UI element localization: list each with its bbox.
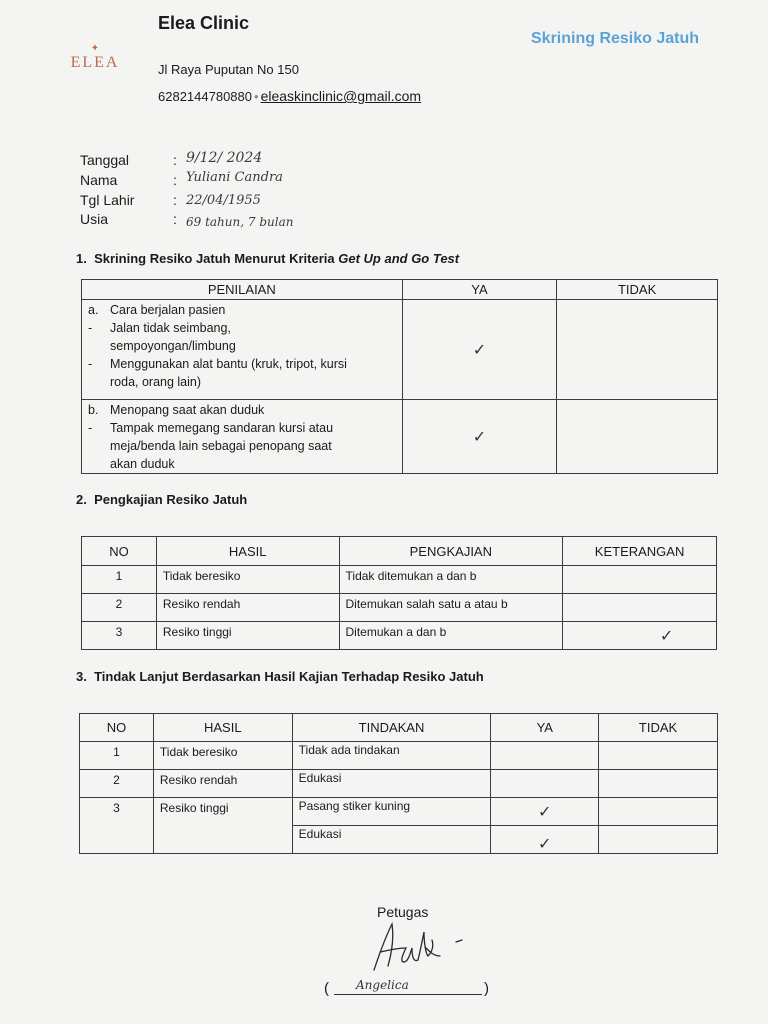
table-header-row bbox=[82, 280, 718, 300]
clinic-phone: 6282144780880 bbox=[158, 89, 252, 104]
criteria-text: akan duduk bbox=[110, 457, 175, 471]
age-value: 69 tahun, 7 bulan bbox=[186, 215, 294, 229]
criteria-text: sempoyongan/limbung bbox=[110, 339, 236, 353]
tidak-cell bbox=[599, 826, 718, 854]
column-header: PENILAIAN bbox=[82, 280, 403, 300]
checkmark-icon: ✓ bbox=[538, 834, 552, 853]
dob-colon: : bbox=[173, 192, 177, 208]
column-header: PENGKAJIAN bbox=[339, 537, 563, 566]
clinic-email[interactable]: eleaskinclinic@gmail.com bbox=[260, 88, 422, 104]
name-value: Yuliani Candra bbox=[186, 170, 283, 185]
clinic-contact bbox=[158, 88, 421, 104]
ya-cell bbox=[402, 300, 557, 400]
table-row bbox=[80, 770, 718, 798]
list-marker bbox=[88, 373, 110, 391]
star-icon: ✦ bbox=[90, 43, 100, 54]
table-row bbox=[80, 798, 718, 826]
bullet-separator: • bbox=[254, 89, 259, 104]
tidak-cell bbox=[557, 300, 718, 400]
document-title: Skrining Resiko Jatuh bbox=[531, 30, 700, 47]
list-marker: - bbox=[88, 321, 93, 335]
assessment-table bbox=[81, 536, 717, 650]
criteria-text: Menggunakan alat bantu (kruk, tripot, kursi bbox=[110, 357, 347, 371]
criteria-text: meja/benda lain sebagai penopang saat bbox=[110, 439, 332, 453]
ya-cell bbox=[491, 798, 599, 826]
tidak-cell bbox=[599, 798, 718, 826]
checkmark-icon: ✓ bbox=[659, 626, 674, 645]
name-label: Nama bbox=[80, 172, 118, 188]
section2-number: 2. bbox=[76, 492, 87, 507]
criteria-cell bbox=[82, 400, 403, 474]
followup-table bbox=[79, 713, 718, 854]
dob-value: 22/04/1955 bbox=[186, 193, 261, 208]
checkmark-icon: ✓ bbox=[472, 339, 487, 359]
table-row bbox=[82, 566, 717, 594]
list-marker: - bbox=[88, 357, 93, 371]
date-colon: : bbox=[173, 152, 177, 168]
tindakan-cell: Tidak ada tindakan bbox=[292, 742, 491, 770]
table-header-row bbox=[82, 537, 717, 566]
section1-title-italic: Get Up and Go Test bbox=[338, 251, 460, 266]
column-header: NO bbox=[82, 537, 157, 566]
date-label: Tanggal bbox=[80, 152, 130, 168]
table-row bbox=[80, 742, 718, 770]
list-marker bbox=[88, 337, 110, 355]
list-marker: a. bbox=[88, 303, 99, 317]
column-header: TIDAK bbox=[557, 280, 718, 300]
officer-label: Petugas bbox=[377, 904, 429, 920]
signature-line bbox=[334, 994, 482, 995]
handwritten-signature bbox=[366, 918, 470, 976]
section1-title-text: Skrining Resiko Jatuh Menurut Kriteria bbox=[94, 251, 335, 266]
clinic-name: Elea Clinic bbox=[158, 13, 250, 33]
list-marker bbox=[88, 437, 110, 455]
no-cell: 3 bbox=[80, 798, 154, 854]
checkmark-icon: ✓ bbox=[472, 426, 487, 446]
no-cell: 2 bbox=[80, 770, 154, 798]
list-marker: - bbox=[88, 421, 93, 435]
section3-number: 3. bbox=[76, 669, 87, 684]
criteria-text: Cara berjalan pasien bbox=[110, 303, 226, 317]
keterangan-cell bbox=[563, 566, 717, 594]
screening-table bbox=[81, 279, 718, 474]
column-header: YA bbox=[402, 280, 557, 300]
age-colon: : bbox=[173, 211, 177, 227]
table-row bbox=[82, 622, 717, 650]
clinic-address: Jl Raya Puputan No 150 bbox=[158, 62, 299, 77]
hasil-cell: Resiko rendah bbox=[153, 770, 292, 798]
ya-cell bbox=[402, 400, 557, 474]
criteria-cell bbox=[82, 300, 403, 400]
no-cell: 3 bbox=[82, 622, 157, 650]
column-header: TIDAK bbox=[599, 714, 718, 742]
officer-name: Angelica bbox=[356, 978, 409, 992]
hasil-cell: Resiko tinggi bbox=[153, 798, 292, 854]
column-header: KETERANGAN bbox=[563, 537, 717, 566]
pengkajian-cell: Tidak ditemukan a dan b bbox=[339, 566, 563, 594]
close-parenthesis: ) bbox=[484, 980, 489, 997]
pengkajian-cell: Ditemukan a dan b bbox=[339, 622, 563, 650]
name-colon: : bbox=[173, 172, 177, 188]
checkmark-icon: ✓ bbox=[538, 802, 552, 821]
keterangan-cell bbox=[563, 622, 717, 650]
dob-label: Tgl Lahir bbox=[80, 192, 135, 208]
list-marker bbox=[88, 455, 110, 473]
no-cell: 1 bbox=[80, 742, 154, 770]
hasil-cell: Resiko rendah bbox=[156, 594, 339, 622]
no-cell: 2 bbox=[82, 594, 157, 622]
hasil-cell: Tidak beresiko bbox=[156, 566, 339, 594]
tidak-cell bbox=[599, 770, 718, 798]
date-value: 9/12/ 2024 bbox=[186, 150, 263, 166]
ya-cell bbox=[491, 826, 599, 854]
clinic-logo bbox=[62, 44, 128, 72]
hasil-cell: Tidak beresiko bbox=[153, 742, 292, 770]
section3-title bbox=[76, 669, 484, 684]
section2-title bbox=[76, 492, 247, 507]
section1-title bbox=[76, 251, 459, 266]
section1-number: 1. bbox=[76, 251, 87, 266]
table-row bbox=[82, 400, 718, 474]
tindakan-cell: Edukasi bbox=[292, 826, 491, 854]
tindakan-cell: Pasang stiker kuning bbox=[292, 798, 491, 826]
criteria-text: Jalan tidak seimbang, bbox=[110, 321, 231, 335]
column-header: NO bbox=[80, 714, 154, 742]
table-row bbox=[82, 594, 717, 622]
ya-cell bbox=[491, 742, 599, 770]
pengkajian-cell: Ditemukan salah satu a atau b bbox=[339, 594, 563, 622]
logo-text: ELEA bbox=[70, 54, 120, 71]
column-header: YA bbox=[491, 714, 599, 742]
open-parenthesis: ( bbox=[324, 980, 329, 997]
tidak-cell bbox=[599, 742, 718, 770]
ya-cell bbox=[491, 770, 599, 798]
section2-title-text: Pengkajian Resiko Jatuh bbox=[94, 492, 248, 507]
table-row bbox=[82, 300, 718, 400]
list-marker: b. bbox=[88, 403, 99, 417]
criteria-text: Tampak memegang sandaran kursi atau bbox=[110, 421, 334, 435]
column-header: HASIL bbox=[153, 714, 292, 742]
criteria-text: Menopang saat akan duduk bbox=[110, 403, 265, 417]
table-header-row bbox=[80, 714, 718, 742]
column-header: TINDAKAN bbox=[292, 714, 491, 742]
criteria-text: roda, orang lain) bbox=[110, 375, 202, 389]
tindakan-cell: Edukasi bbox=[292, 770, 491, 798]
hasil-cell: Resiko tinggi bbox=[156, 622, 339, 650]
no-cell: 1 bbox=[82, 566, 157, 594]
column-header: HASIL bbox=[156, 537, 339, 566]
keterangan-cell bbox=[563, 594, 717, 622]
section3-title-text: Tindak Lanjut Berdasarkan Hasil Kajian Terhadap Resiko Jatuh bbox=[94, 669, 484, 684]
age-label: Usia bbox=[80, 211, 109, 227]
tidak-cell bbox=[557, 400, 718, 474]
